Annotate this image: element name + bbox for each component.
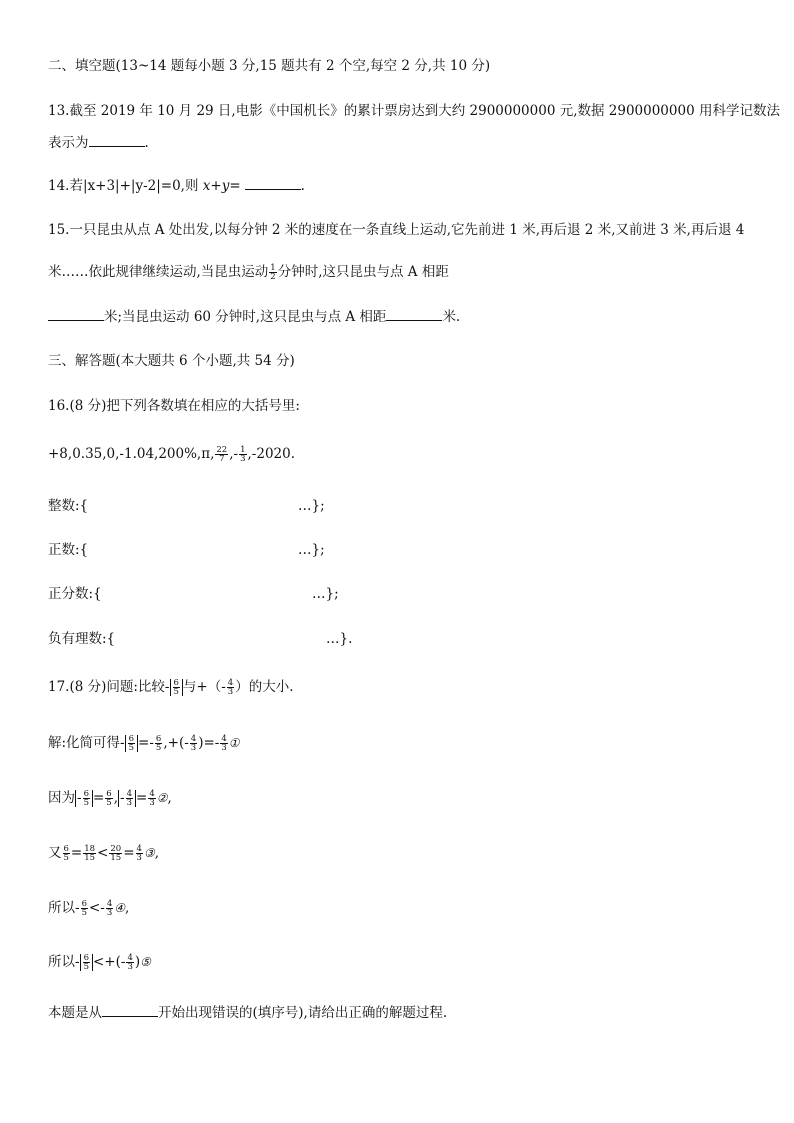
answer-blank[interactable] (386, 308, 442, 321)
step-2: 因为 - $\frac{6}{5}$ = $\frac{6}{5}$ , - $\frac{4}{3}$ = $\frac{4}{3}$ ②, (48, 789, 172, 808)
q15-line-1: 15.一只昆虫从点 A 处出发,以每分钟 2 米的速度在一条直线上运动,它先前进 1 米,再后退 2 米,又前进 3 米,再后退 4 (48, 222, 745, 238)
q15-line-3: 米;当昆虫运动 60 分钟时,这只昆虫与点 A 相距 米. (48, 308, 460, 326)
set-positive: 正数:{ (48, 542, 89, 558)
q13-line-1: 13.截至 2019 年 10 月 29 日,电影《中国机长》的累计票房达到大约 2900000000 元,数据 2900000000 用科学记数法 (48, 103, 780, 119)
answer-blank[interactable] (89, 134, 145, 147)
fraction: $\frac{1}{2}$ (270, 263, 276, 282)
q17-final: 本题是从 开始出现错误的(填序号),请给出正确的解题过程. (48, 1005, 448, 1021)
answer-blank[interactable] (102, 1004, 158, 1017)
set-positive-fractions: 正分数:{ (48, 586, 102, 602)
set-positive-fractions-end: …}; (312, 586, 339, 602)
answer-blank[interactable] (245, 177, 301, 190)
q14-line: 14.若|x+3|+|y-2|=0,则 x+y= . (48, 178, 305, 194)
q17-title: 17.(8 分)问题:比较- $\frac{6}{5}$ 与+（- $\frac{4}{3}$ ）的大小. (48, 678, 294, 697)
step-3: 又 $\frac{6}{5}$ = $\frac{18}{15}$ < $\frac{20}{15}$ = $\frac{4}{3}$ ③, (48, 844, 159, 863)
section-2-title: 二、填空题(13~14 题每小题 3 分,15 题共有 2 个空,每空 2 分,共 10 分) (48, 58, 491, 74)
step-4: 所以- $\frac{6}{5}$ <- $\frac{4}{3}$ ④, (48, 899, 130, 918)
set-integers-end: …}; (298, 498, 325, 514)
q16-title: 16.(8 分)把下列各数填在相应的大括号里: (48, 398, 300, 414)
q15-line-2: 米……依此规律继续运动,当昆虫运动 $\frac{1}{2}$ 分钟时,这只昆虫与点 A 相距 (48, 263, 449, 282)
answer-blank[interactable] (48, 308, 104, 321)
q16-numbers: +8,0.35,0,-1.04,200%,π, $\frac{22}{7}$ ,- $\frac{1}{3}$ ,-2020. (48, 445, 296, 464)
set-integers: 整数:{ (48, 498, 89, 514)
q13-line-2: 表示为 . (48, 135, 149, 151)
step-1: 解:化简可得- $\frac{6}{5}$ =- $\frac{6}{5}$ ,+(- $\frac{4}{3}$ )=- $\frac{4}{3}$ ① (48, 734, 240, 753)
set-negative-rationals: 负有理数:{ (48, 631, 116, 647)
step-5: 所以- $\frac{6}{5}$ <+(- $\frac{4}{3}$ )⑤ (48, 953, 151, 972)
set-negative-rationals-end: …}. (326, 631, 353, 647)
set-positive-end: …}; (298, 542, 325, 558)
section-3-title: 三、解答题(本大题共 6 个小题,共 54 分) (48, 353, 295, 369)
